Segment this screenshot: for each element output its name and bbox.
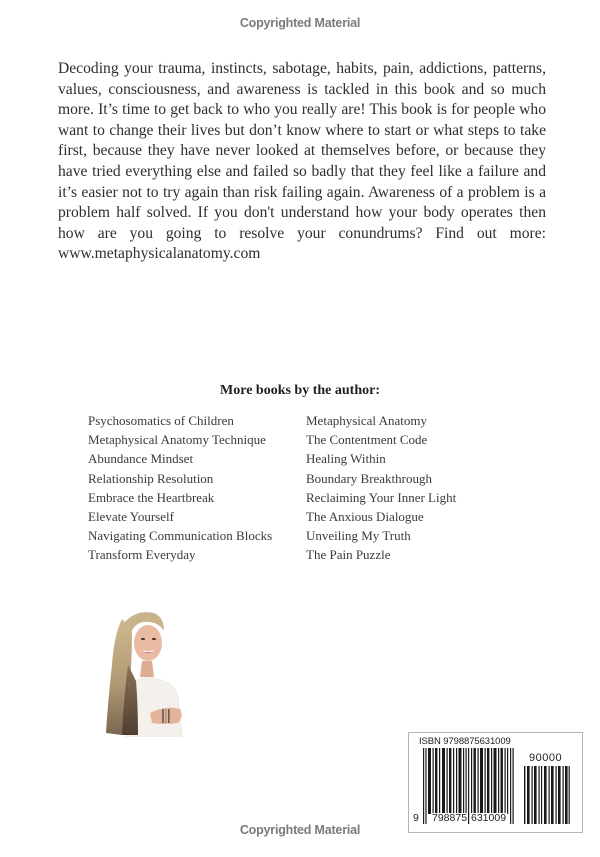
books-column-left [88,411,306,565]
book-title: The Anxious Dialogue [306,509,424,525]
isbn-digit-first: 9 [413,812,419,824]
book-title: Healing Within [306,451,386,467]
isbn-barcode [408,732,583,833]
price-code: 90000 [529,752,563,764]
books-column-right [306,411,456,565]
book-title: Boundary Breakthrough [306,470,433,486]
barcode-addon-bars-icon [524,766,570,824]
more-books-list [88,411,488,565]
book-title: Elevate Yourself [88,509,174,525]
book-title: Reclaiming Your Inner Light [306,489,457,505]
book-title: The Contentment Code [306,432,428,448]
book-title: The Pain Puzzle [306,547,391,563]
book-title: Metaphysical Anatomy Technique [88,432,266,448]
book-title: Abundance Mindset [88,451,194,467]
isbn-label: ISBN 9798875631009 [419,736,511,747]
book-blurb: Decoding your trauma, instincts, sabotage, habits, pain, addictions, patterns, values, consciousness, and awareness is tackled in this book and so much more. It’s time to get back to who you really are! This book is for people who want to change their lives but don’t know where to start or what steps to take first, because they have never looked at themselves before, or because they have tried everything else and failed so badly that they feel like a failure and it’s easier not to try again than risk failing again. Awareness of a problem is a problem half solved. If you don't understand how your body operates then how are you going to resolve your conundrums? Find out more: www.metaphysicalanatomy.com [58,60,546,263]
isbn-digits-group-1: 798875 [432,812,468,824]
book-title: Metaphysical Anatomy [306,413,427,428]
copyright-watermark-top: Copyrighted Material [239,16,361,30]
copyright-watermark-bottom: Copyrighted Material [239,823,361,837]
book-title: Transform Everyday [88,547,196,563]
more-books-heading: More books by the author: [220,383,380,398]
author-photo [92,605,194,737]
book-title: Navigating Communication Blocks [88,528,273,544]
book-title: Psychosomatics of Children [88,413,234,428]
author-portrait-icon [92,605,194,737]
book-title: Embrace the Heartbreak [88,489,215,505]
book-title: Unveiling My Truth [306,528,411,544]
book-title: Relationship Resolution [88,470,214,486]
isbn-digits-group-2: 631009 [471,812,507,824]
